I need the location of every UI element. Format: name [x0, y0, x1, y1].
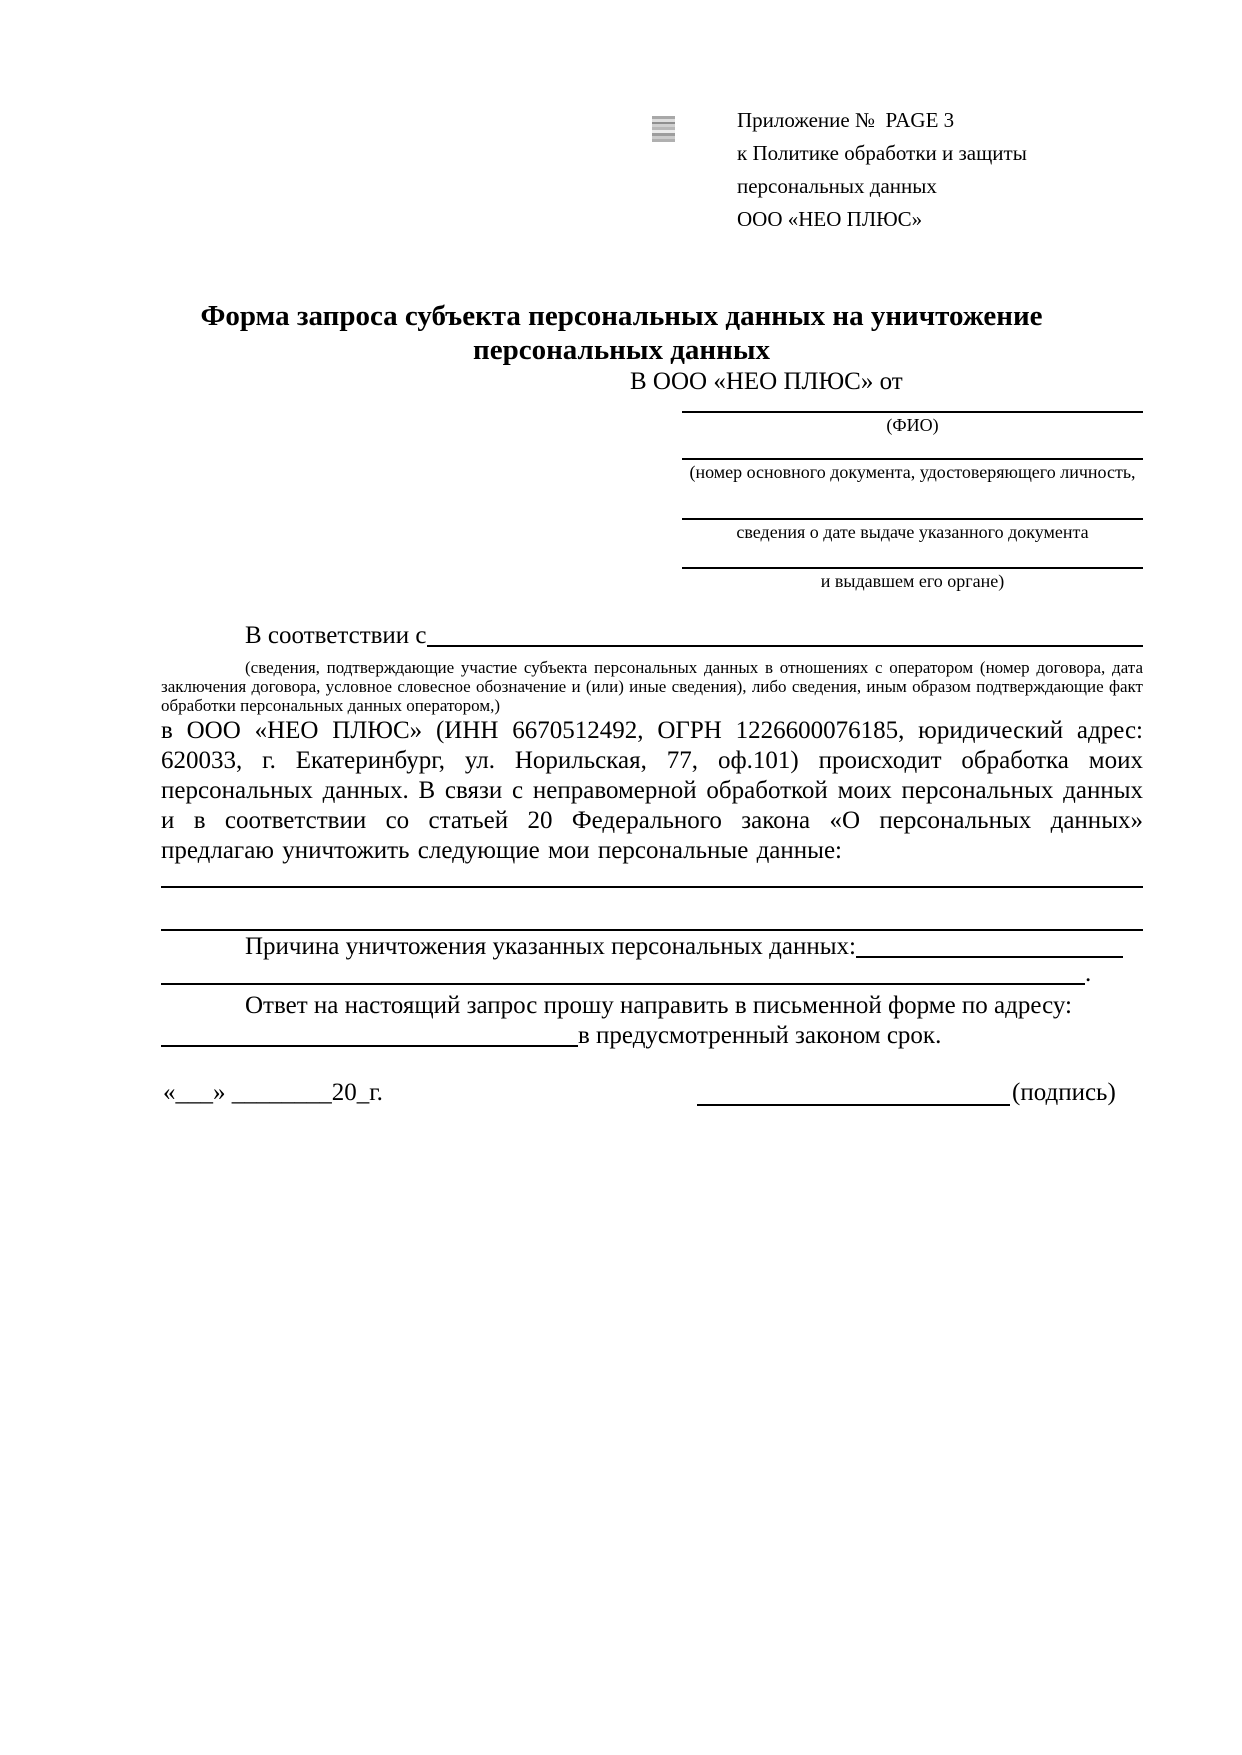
accordance-footnote: (сведения, подтверждающие участие субъекта персональных данных в отношениях с оператором (номер договора, дата заключения договора, условное словесное обозначение и (или) иные сведения), либо сведения, иным образом подтверждающие факт обработки персональных данных оператором,) [161, 658, 1143, 715]
appendix-line-4: ООО «НЕО ПЛЮС» [737, 207, 923, 231]
form-title [130, 299, 1113, 367]
accordance-row [161, 621, 1143, 651]
body-paragraph: в ООО «НЕО ПЛЮС» (ИНН 6670512492, ОГРН 1226600076185, юридический адрес: 620033, г. Екатеринбург, ул. Норильская, 77, оф.101) происходит обработка моих персональных данных. В связи с неправомерной обработкой моих персональных данных и в соответствии со статьей 20 Федерального закона «О персональных данных» предлагаю уничтожить следующие мои персональные данные: [161, 717, 1143, 864]
response-suffix: в предусмотренный законом срок. [578, 1022, 942, 1049]
reason-blank-line[interactable] [856, 956, 1123, 958]
address-blank-line[interactable] [161, 1045, 578, 1047]
appendix-header [737, 104, 1157, 236]
issuing-authority-caption: и выдавшем его органе) [820, 571, 1005, 591]
accordance-prefix: В соответствии с [245, 622, 427, 649]
issue-date-field-line[interactable] [682, 518, 1143, 543]
appendix-line-1: Приложение № PAGE 3 [737, 108, 955, 132]
document-number-caption: (номер основного документа, удостоверяющего личность, [689, 462, 1136, 482]
reason-continuation-row [161, 961, 1143, 989]
reason-label: Причина уничтожения указанных персональных данных: [245, 933, 856, 960]
fio-field-line[interactable] [682, 411, 1143, 436]
document-number-field-line[interactable] [682, 458, 1143, 483]
fio-caption: (ФИО) [886, 415, 939, 435]
signature-blank-line[interactable] [697, 1078, 1010, 1106]
response-address-row [161, 1021, 1143, 1051]
signature-caption: (подпись) [1012, 1079, 1116, 1106]
reason-continuation-blank-line[interactable] [161, 983, 1085, 985]
issuing-authority-field-line[interactable] [682, 567, 1143, 592]
accordance-blank-line[interactable] [427, 645, 1143, 647]
appendix-line-2: к Политике обработки и защиты [737, 141, 1027, 165]
form-title-line-1: Форма запроса субъекта персональных данных на уничтожение [200, 300, 1043, 332]
thumbnail-artifact-icon [652, 116, 675, 142]
personal-data-blank-line-1[interactable] [161, 886, 1143, 888]
appendix-line-3: персональных данных [737, 174, 937, 198]
response-request-line: Ответ на настоящий запрос прошу направить в письменной форме по адресу: [245, 992, 1072, 1019]
reason-period: . [1085, 960, 1092, 987]
personal-data-blank-line-2[interactable] [161, 929, 1143, 931]
addressee-line: В ООО «НЕО ПЛЮС» от [630, 368, 903, 395]
issue-date-caption: сведения о дате выдаче указанного документа [736, 522, 1089, 542]
form-title-line-2: персональных данных [473, 334, 770, 366]
date-blank-line[interactable]: «___» ________20_г. [163, 1079, 383, 1106]
reason-row [161, 932, 1143, 962]
